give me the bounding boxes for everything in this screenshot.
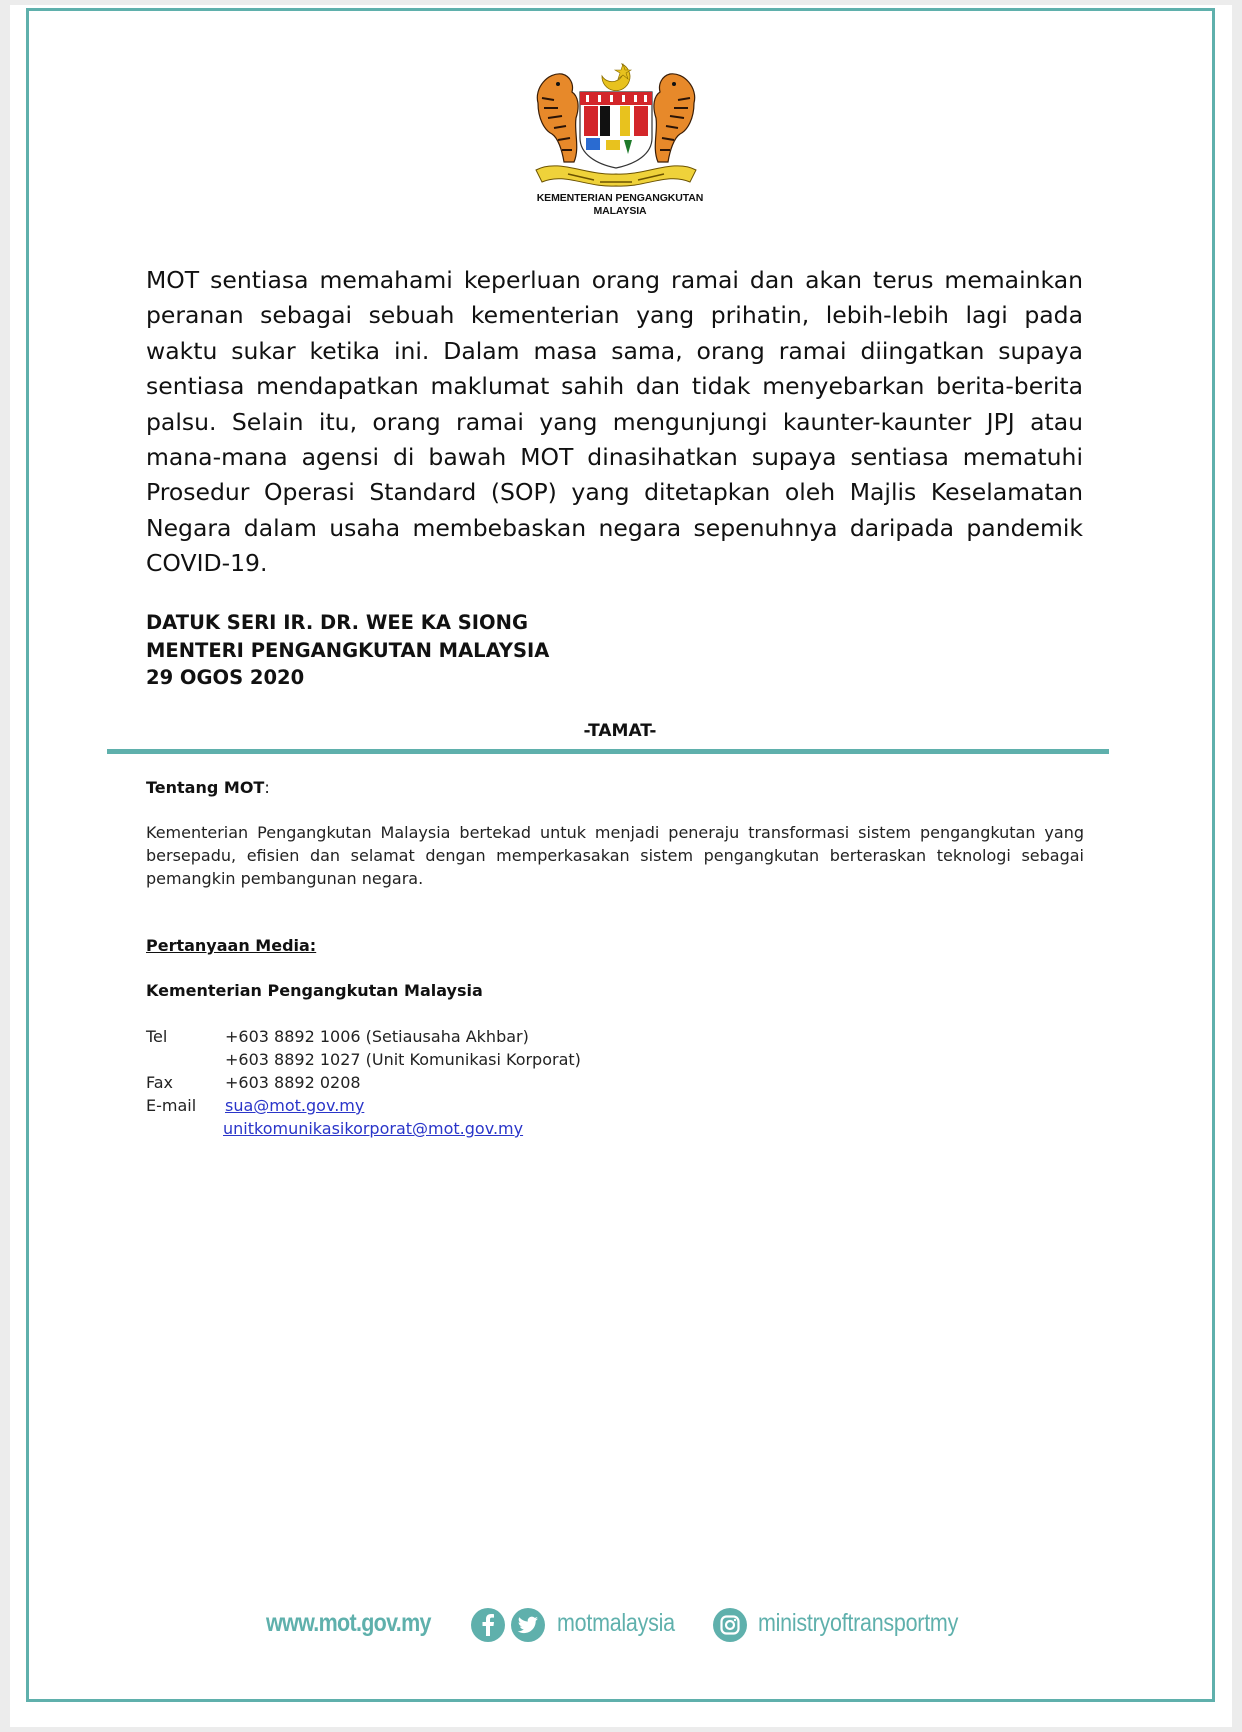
about-text: Kementerian Pengangkutan Malaysia bertekad untuk menjadi peneraju transformasi sistem pengangkutan yang bersepadu, efisien dan selamat dengan memperkasakan sistem pengangkutan berteraskan teknologi sebagai pemangkin pembangunan negara. xyxy=(146,823,1084,888)
tel-number-2: +603 8892 1027 (Unit Komunikasi Korporat) xyxy=(225,1050,581,1069)
email-link-unitkomunikasi[interactable]: unitkomunikasikorporat@mot.gov.my xyxy=(223,1119,524,1138)
signatory-name: DATUK SERI IR. DR. WEE KA SIONG xyxy=(146,611,528,634)
footer-website[interactable]: www.mot.gov.my xyxy=(266,1609,431,1637)
ministry-caption xyxy=(470,192,770,218)
instagram-icon[interactable] xyxy=(712,1607,748,1643)
about-heading xyxy=(146,778,270,797)
media-heading: Pertanyaan Media: xyxy=(146,936,317,955)
ministry-caption-line2: MALAYSIA xyxy=(593,205,647,217)
signature-block xyxy=(146,609,549,692)
tel-number-1: +603 8892 1006 (Setiausaha Akhbar) xyxy=(225,1027,529,1046)
coat-of-arms-icon xyxy=(528,58,704,193)
statement-date: 29 OGOS 2020 xyxy=(146,666,305,689)
footer-instagram-handle[interactable]: ministryoftransportmy xyxy=(758,1609,959,1637)
section-divider xyxy=(107,749,1109,754)
statement-paragraph: MOT sentiasa memahami keperluan orang ramai dan akan terus memainkan peranan sebagai sebuah kementerian yang prihatin, lebih-lebih lagi pada waktu sukar ketika ini. Dalam masa sama, orang ramai diingatkan supaya sentiasa mendapatkan maklumat sahih dan tidak menyebarkan berita-berita palsu. Selain itu, orang ramai yang mengunjungi kaunter-kaunter JPJ atau mana-mana agensi di bawah MOT dinasihatkan supaya sentiasa mematuhi Prosedur Operasi Standard (SOP) yang ditetapkan oleh Majlis Keselamatan Negara dalam usaha membebaskan negara sepenuhnya daripada pandemik COVID-19. xyxy=(146,266,1083,578)
tel-label: Tel xyxy=(146,1027,168,1046)
facebook-icon[interactable] xyxy=(470,1607,506,1643)
about-heading-text: Tentang MOT xyxy=(146,778,265,797)
ministry-caption-line1: KEMENTERIAN PENGANGKUTAN xyxy=(536,192,704,204)
signatory-title: MENTERI PENGANGKUTAN MALAYSIA xyxy=(146,638,550,662)
media-organization: Kementerian Pengangkutan Malaysia xyxy=(146,981,483,1000)
end-marker: -TAMAT- xyxy=(583,721,657,741)
page-footer xyxy=(0,1607,1242,1647)
about-heading-colon: : xyxy=(264,778,270,797)
footer-social-handle[interactable]: motmalaysia xyxy=(557,1609,675,1637)
twitter-icon[interactable] xyxy=(510,1607,546,1643)
fax-label: Fax xyxy=(146,1073,174,1092)
email-link-sua[interactable]: sua@mot.gov.my xyxy=(225,1096,365,1115)
email-label: E-mail xyxy=(146,1096,197,1115)
fax-number: +603 8892 0208 xyxy=(225,1073,361,1092)
